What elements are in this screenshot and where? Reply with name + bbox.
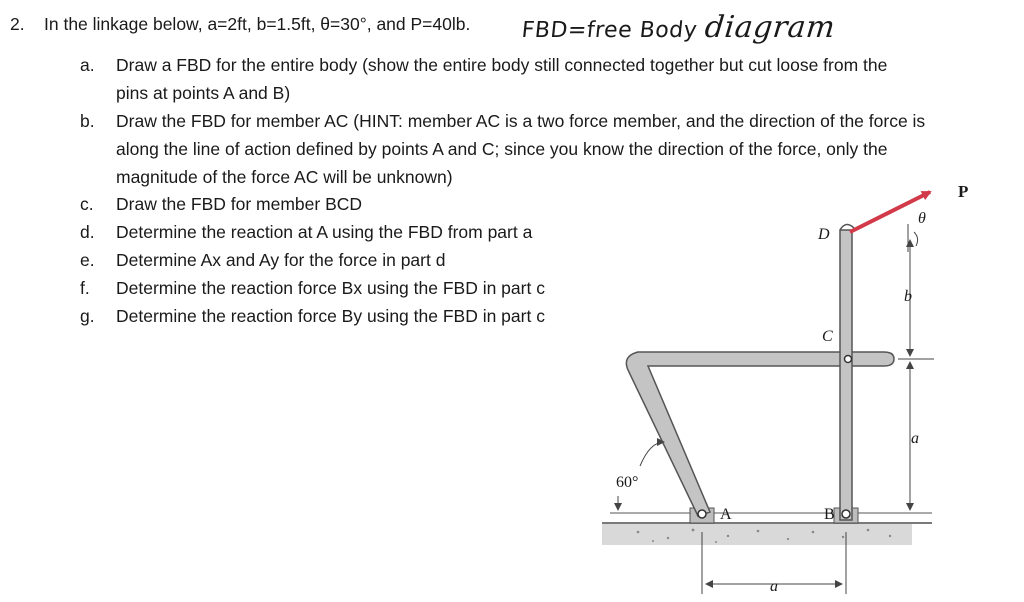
label-a-bottom: a [770, 578, 778, 595]
question-number: 2. [10, 14, 25, 34]
theta-arc [914, 232, 918, 246]
part-text-line: Determine the reaction at A using the FBD from part a [116, 222, 533, 242]
part-text-line: Determine the reaction force By using the FBD in part c [116, 306, 545, 326]
part-letter: c. [80, 194, 94, 214]
linkage-figure [598, 180, 1024, 602]
part-text-line: Draw a FBD for the entire body (show the entire body still connected together but cut loose from the [116, 55, 888, 75]
pin-B [842, 510, 850, 518]
annotation-big: diagram [703, 10, 837, 45]
pin-A [698, 510, 706, 518]
label-C: C [822, 328, 833, 345]
label-b: b [904, 288, 912, 305]
label-theta: θ [918, 210, 926, 227]
part-text-line: along the line of action defined by points A and C; since you know the direction of the force, only the [116, 139, 888, 159]
label-P: P [958, 182, 969, 201]
label-A: A [720, 506, 732, 523]
part-letter: a. [80, 55, 95, 75]
part-text-line: magnitude of the force AC will be unknown) [116, 167, 453, 187]
part-text-line: Draw the FBD for member AC (HINT: member AC is a two force member, and the direction of the force is [116, 111, 926, 131]
label-a-right: a [911, 430, 919, 447]
part-letter: e. [80, 250, 95, 270]
ground-hatch [602, 523, 912, 545]
part-letter: d. [80, 222, 95, 242]
part-letter: f. [80, 278, 90, 298]
label-D: D [818, 226, 830, 243]
angle-60-indicator [640, 442, 664, 466]
pin-C [845, 356, 852, 363]
part-letter: g. [80, 306, 95, 326]
handwritten-annotation [520, 10, 837, 45]
linkage-diagram [598, 180, 1024, 602]
part-text-line: Determine the reaction force Bx using the FBD in part c [116, 278, 545, 298]
question-text: In the linkage below, a=2ft, b=1.5ft, θ=30°, and P=40lb. [44, 14, 471, 34]
label-60-degrees: 60° [616, 474, 639, 491]
part-text-line: Determine Ax and Ay for the force in part d [116, 250, 446, 270]
member-AC [626, 352, 894, 516]
part-text-line: pins at points A and B) [116, 83, 291, 103]
part-text-line: Draw the FBD for member BCD [116, 194, 363, 214]
label-B: B [824, 506, 835, 523]
annotation-main: FBD=free Body [520, 18, 707, 43]
part-letter: b. [80, 111, 95, 131]
member-BCD [840, 230, 852, 520]
